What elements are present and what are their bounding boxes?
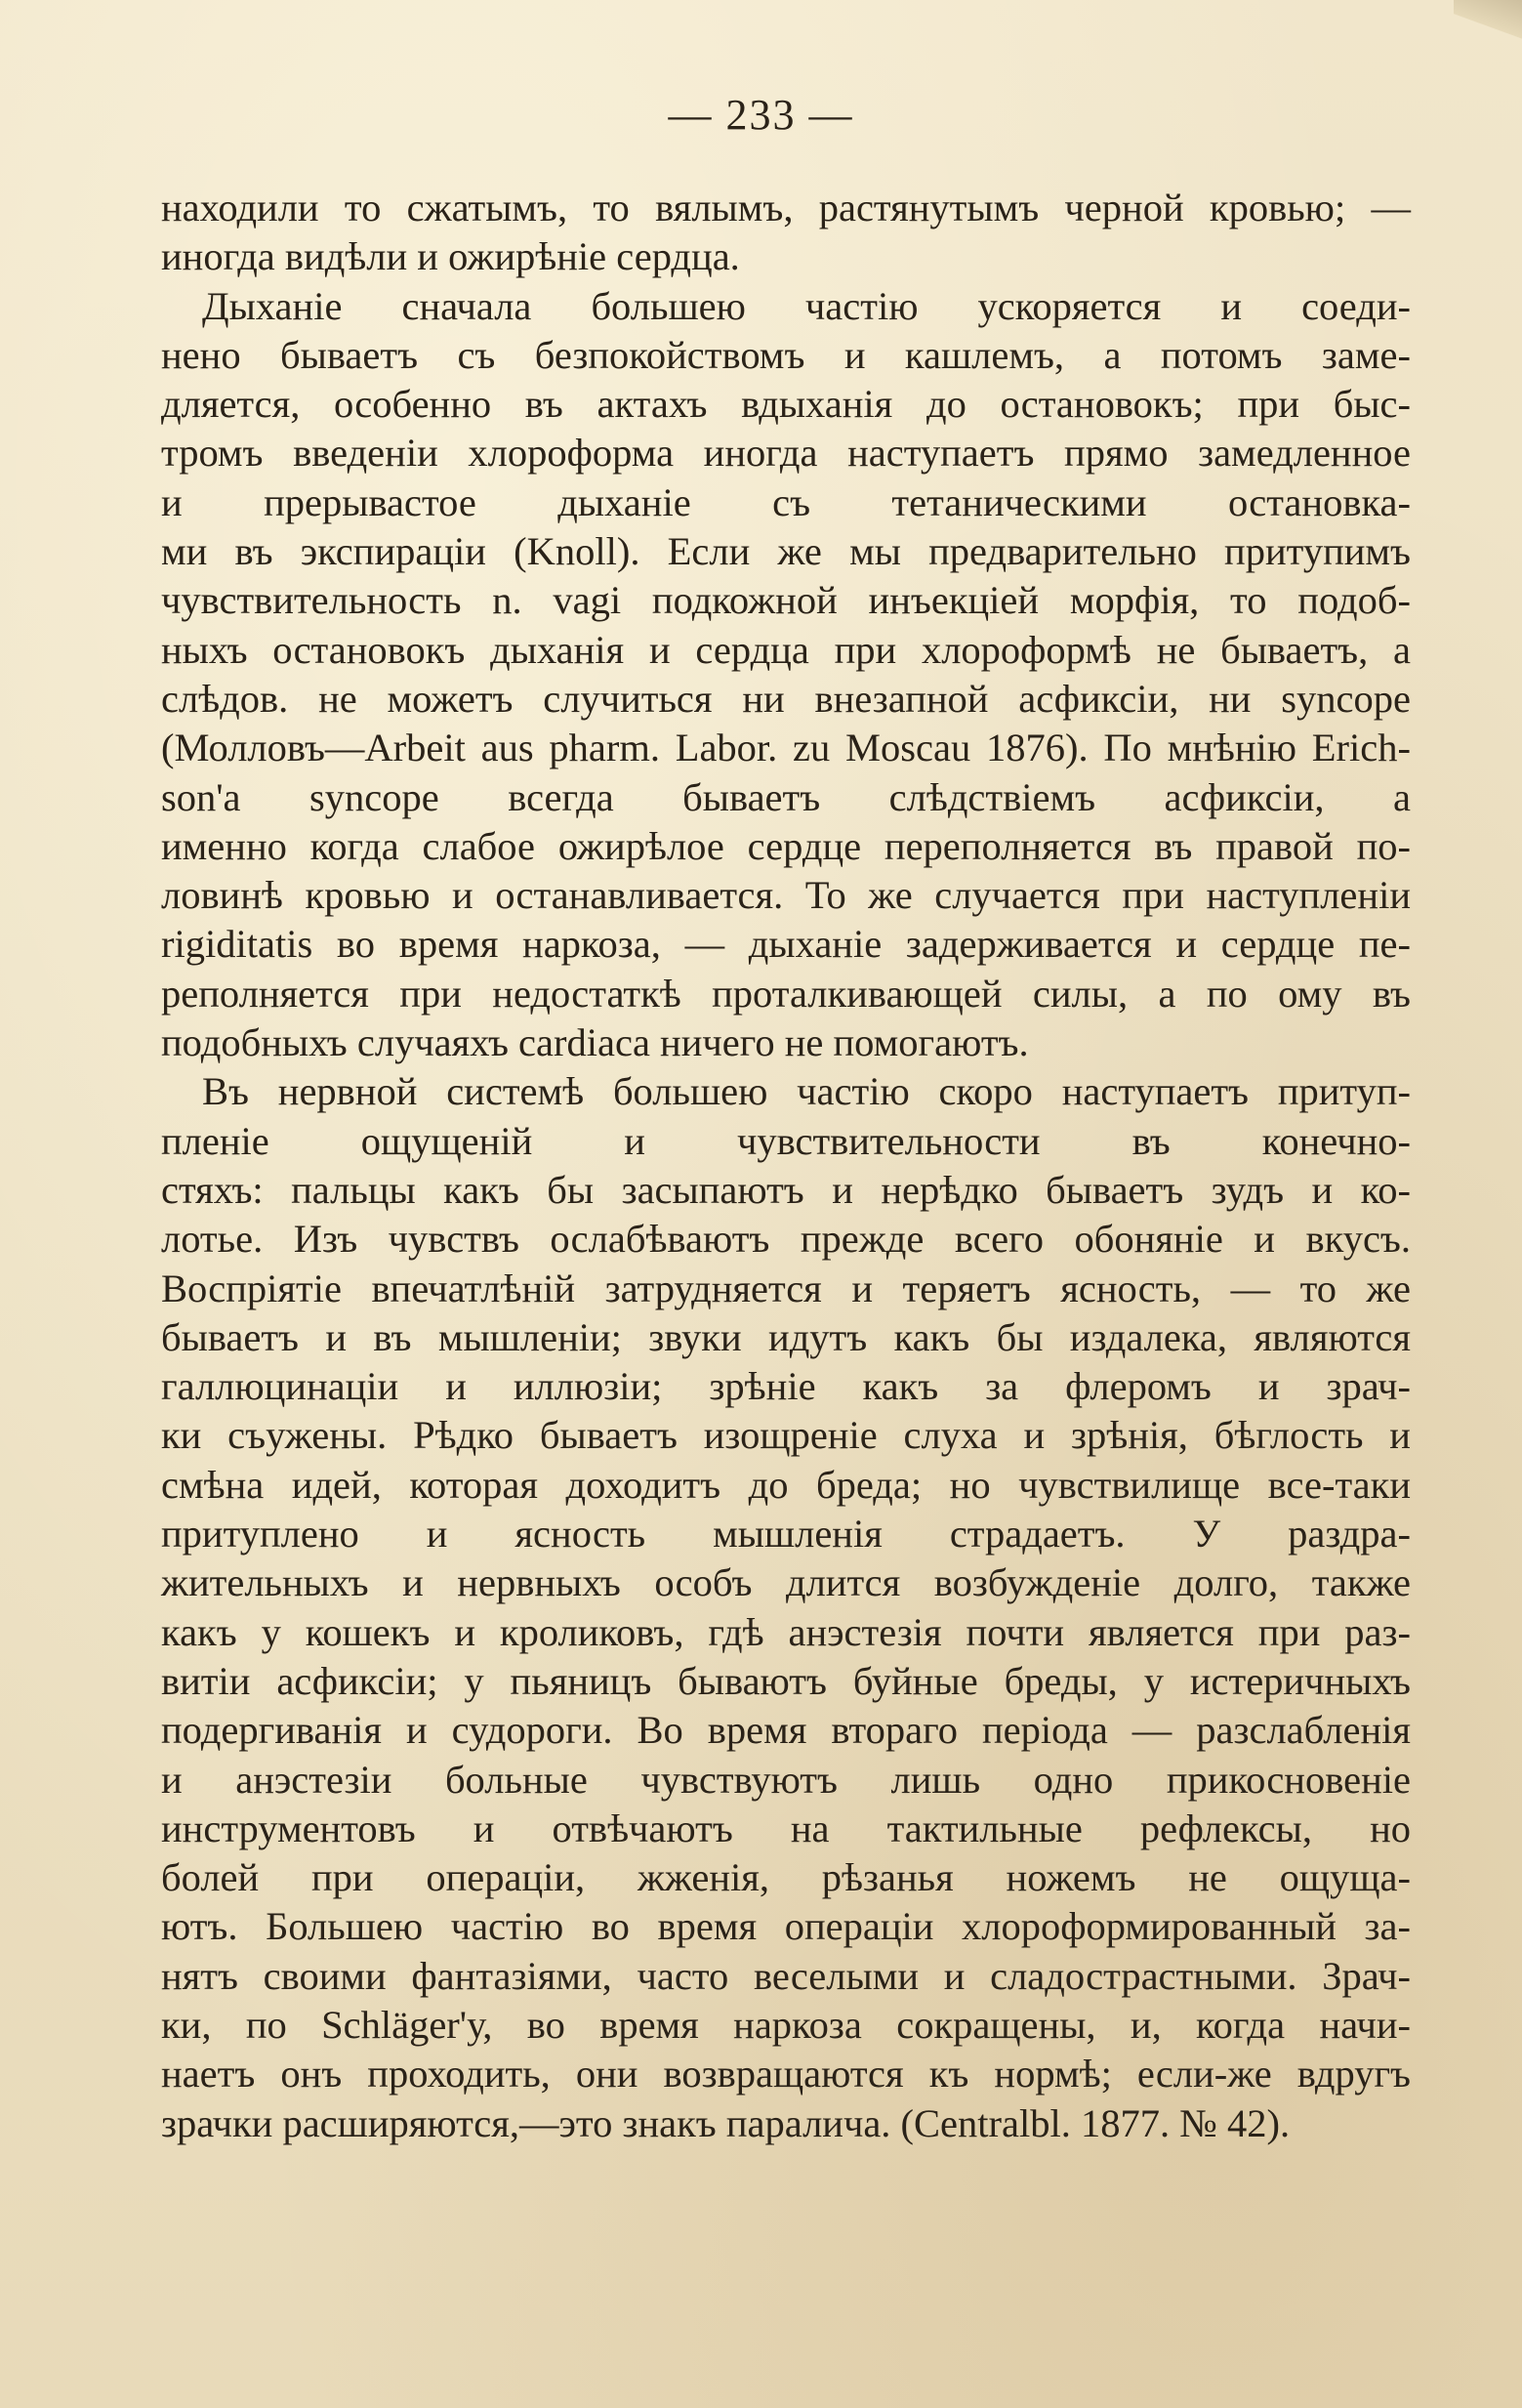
text-line: иногда видѣли и ожирѣніе сердца. [161, 234, 740, 279]
text-line: именно когда слабое ожирѣлое сердце переполняется въ правой по- [161, 823, 1411, 868]
text-line: зрачки расширяются,—это знакъ паралича. (Centralbl. 1877. № 42). [161, 2100, 1291, 2145]
text-line: слѣдов. не можетъ случиться ни внезапной асфиксіи, ни syncope [161, 676, 1411, 721]
text-line: галлюцинаціи и иллюзіи; зрѣніе какъ за флеромъ и зрач- [161, 1364, 1411, 1409]
text-line: жительныхъ и нервныхъ особъ длится возбужденіе долго, также [161, 1560, 1411, 1605]
text-line: Воспріятіе впечатлѣній затрудняется и теряетъ ясность, — то же [161, 1266, 1411, 1310]
text-line: бываетъ и въ мышленіи; звуки идутъ какъ бы издалека, являются [161, 1314, 1411, 1359]
text-line: витіи асфиксіи; у пьяницъ бываютъ буйные бреды, у истеричныхъ [161, 1658, 1411, 1703]
page-corner-fold [1454, 0, 1522, 39]
text-line: ки, по Schläger'у, во время наркоза сокращены, и, когда начи- [161, 2002, 1411, 2047]
text-line: ки съужены. Рѣдко бываетъ изощреніе слуха и зрѣнія, бѣглость и [161, 1413, 1411, 1458]
text-line: Въ нервной системѣ большею частію скоро наступаетъ притуп- [202, 1069, 1411, 1114]
text-line: и анэстезіи больные чувствуютъ лишь одно прикосновеніе [161, 1757, 1411, 1802]
text-line: стяхъ: пальцы какъ бы засыпаютъ и нерѣдко бываетъ зудъ и ко- [161, 1167, 1411, 1212]
text-line: болей при операціи, жженія, рѣзанья ножемъ не ощуща- [161, 1855, 1411, 1900]
text-line: son'a syncope всегда бываетъ слѣдствіемъ асфиксіи, а [161, 774, 1411, 819]
text-line: нено бываетъ съ безпокойствомъ и кашлемъ, а потомъ заме- [161, 332, 1411, 377]
text-line: лотье. Изъ чувствъ ослабѣваютъ прежде всего обоняніе и вкусъ. [161, 1217, 1411, 1262]
text-line: нятъ своими фантазіями, часто веселыми и сладострастными. Зрач- [161, 1953, 1411, 1998]
text-line: подобныхъ случаяхъ cardiaca ничего не помогаютъ. [161, 1020, 1029, 1065]
text-line: подергиванія и судороги. Во время втораго періода — разслабленія [161, 1708, 1411, 1753]
text-line: пленіе ощущеній и чувствительности въ конечно- [161, 1118, 1411, 1163]
text-line: тромъ введеніи хлороформа иногда наступаетъ прямо замедленное [161, 431, 1411, 476]
text-line: притуплено и ясность мышленія страдаетъ. У раздра- [161, 1512, 1411, 1557]
text-line: реполняется при недостаткѣ проталкивающей силы, а по ому въ [161, 971, 1411, 1016]
page-number: — 233 — [668, 91, 854, 139]
text-line: дляется, особенно въ актахъ вдыханія до остановокъ; при быс- [161, 382, 1411, 427]
text-line: какъ у кошекъ и кроликовъ, гдѣ анэстезія почти является при раз- [161, 1609, 1411, 1654]
text-line: ловинѣ кровью и останавливается. То же случается при наступленіи [161, 873, 1411, 918]
text-line: Дыханіе сначала большею частію ускоряется и соеди- [202, 283, 1411, 328]
text-line: наетъ онъ проходить, они возвращаются къ нормѣ; если-же вдругъ [161, 2052, 1411, 2097]
text-line: (Молловъ—Arbeit aus pharm. Labor. zu Moscau 1876). По мнѣнію Erich- [161, 726, 1411, 770]
text-line: ми въ экспираціи (Knoll). Если же мы предварительно притупимъ [161, 529, 1411, 574]
text-line: и прерывастое дыханіе съ тетаническими остановка- [161, 479, 1411, 524]
text-line: чувствительность n. vagi подкожной инъекціей морфія, то подоб- [161, 578, 1411, 623]
text-line: находили то сжатымъ, то вялымъ, растянутымъ черной кровью; — [161, 186, 1411, 229]
body-text [161, 184, 1411, 2148]
text-line: ныхъ остановокъ дыханія и сердца при хлороформѣ не бываетъ, а [161, 627, 1411, 672]
text-line: rigiditatis во время наркоза, — дыханіе задерживается и сердце пе- [161, 922, 1411, 967]
text-line: ютъ. Большею частію во время операціи хлороформированный за- [161, 1904, 1411, 1949]
text-line: смѣна идей, которая доходитъ до бреда; но чувствилище все-таки [161, 1462, 1411, 1507]
text-line: инструментовъ и отвѣчаютъ на тактильные рефлексы, но [161, 1806, 1411, 1850]
